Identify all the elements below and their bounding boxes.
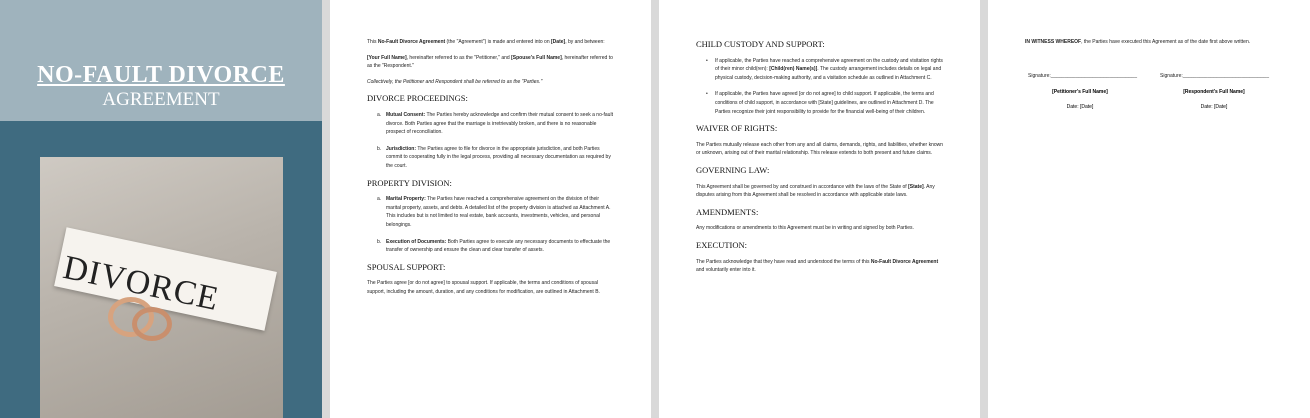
heading-child-custody: CHILD CUSTODY AND SUPPORT:	[696, 39, 825, 49]
date-right: Date: [Date]	[1200, 104, 1228, 110]
wedding-ring-icon	[132, 307, 172, 341]
cover-page	[0, 0, 322, 418]
cover-photo	[40, 157, 283, 418]
amend-paragraph: Any modifications or amendments to this Agreement must be in writing and signed by both Parties.	[696, 225, 914, 232]
list-item: • If applicable, the Parties have agreed [or do not agree] to child support. If applicable, the terms and conditions of child support, in accordance with [State] guidelines, are outlined in Attachment D. The Parties recognize their joint responsibility to provide for the financial well-being of their children.	[706, 91, 934, 115]
document-page-2	[330, 0, 651, 418]
document-page-4	[988, 0, 1310, 418]
collective-paragraph: Collectively, the Petitioner and Respondent shall be referred to as the "Parties."	[367, 78, 543, 85]
signature-line-left[interactable]: Signature:_______________________________	[1028, 73, 1137, 79]
signature-line-right[interactable]: Signature:_______________________________	[1160, 73, 1269, 79]
intro-paragraph: This No-Fault Divorce Agreement (the "Agreement") is made and entered into on [Date], by and between:	[367, 39, 605, 45]
waiver-paragraph: The Parties mutually release each other from any and all claims, demands, rights, and liabilities, whether known or unknown, arising out of their marital relationship. This release extends to both present and future claims.	[696, 141, 944, 157]
heading-amendments: AMENDMENTS:	[696, 206, 759, 217]
respondent-name: [Respondent's Full Name]	[1183, 89, 1245, 95]
list-item: • If applicable, the Parties have reached a comprehensive agreement on the custody and visitation rights of their minor child(ren): [Child(ren) Name(s)]. The custody arrangement includes details on legal and physical custody, decision-making authority, and a visitation schedule as outlined in Attachment C.	[706, 57, 943, 81]
document-page-3	[659, 0, 980, 418]
witness-paragraph: IN WITNESS WHEREOF, the Parties have executed this Agreement as of the date first above written.	[1025, 39, 1251, 45]
heading-execution: EXECUTION:	[696, 239, 747, 250]
parties-paragraph: [Your Full Name], hereinafter referred to as the "Petitioner," and [Spouse's Full Name], hereinafter referred to as the "Respondent."	[367, 54, 613, 70]
cover-title: NO-FAULT DIVORCE	[37, 62, 285, 88]
law-paragraph: This Agreement shall be governed by and construed in accordance with the laws of the State of [State]. Any disputes arising from this Agreement shall be resolved in accordance with applicable state laws.	[696, 183, 935, 199]
list-item: a. Mutual Consent: The Parties hereby acknowledge and confirm their mutual consent to seek a no-fault divorce. Both Parties agree that the marriage is irretrievably broken, and there is no reasonable prospect of reconciliation.	[377, 111, 613, 136]
heading-spousal-support: SPOUSAL SUPPORT:	[367, 261, 446, 272]
page-2-content	[367, 38, 615, 303]
heading-divorce-proceedings: DIVORCE PROCEEDINGS:	[367, 93, 468, 104]
heading-property-division: PROPERTY DIVISION:	[367, 177, 452, 188]
cover-subtitle: AGREEMENT	[102, 89, 220, 110]
list-item: b. Execution of Documents: Both Parties agree to execute any necessary documents to effectuate the transfer of ownership and ensure the clean and clear transfer of assets.	[377, 238, 611, 254]
page-3-content	[696, 38, 944, 282]
heading-governing-law: GOVERNING LAW:	[696, 164, 770, 175]
petitioner-name: [Petitioner's Full Name]	[1052, 89, 1108, 95]
list-item: a. Marital Property: The Parties have reached a comprehensive agreement on the division of their marital property, assets, and debts. A detailed list of the property division is attached as Attachment A. This includes but is not limited to real estate, bank accounts, investments, vehicles, and personal belongings.	[377, 196, 611, 228]
spousal-paragraph: The Parties agree [or do not agree] to spousal support. If applicable, the terms and conditions of spousal support, including the amount, duration, and any conditions for modification, are outlined in Attachment B.	[367, 280, 600, 295]
page-4-content	[1025, 38, 1273, 54]
date-left: Date: [Date]	[1066, 104, 1094, 110]
heading-waiver: WAIVER OF RIGHTS:	[696, 123, 778, 134]
execution-paragraph: The Parties acknowledge that they have read and understood the terms of this No-Fault Divorce Agreement and voluntarily enter into it.	[696, 258, 939, 274]
photo-word: DIVORCE	[59, 248, 223, 319]
list-item: b. Jurisdiction: The Parties agree to file for divorce in the appropriate jurisdiction, and both Parties commit to cooperating fully in the legal process, providing all necessary documentation as required by the court.	[377, 145, 611, 169]
